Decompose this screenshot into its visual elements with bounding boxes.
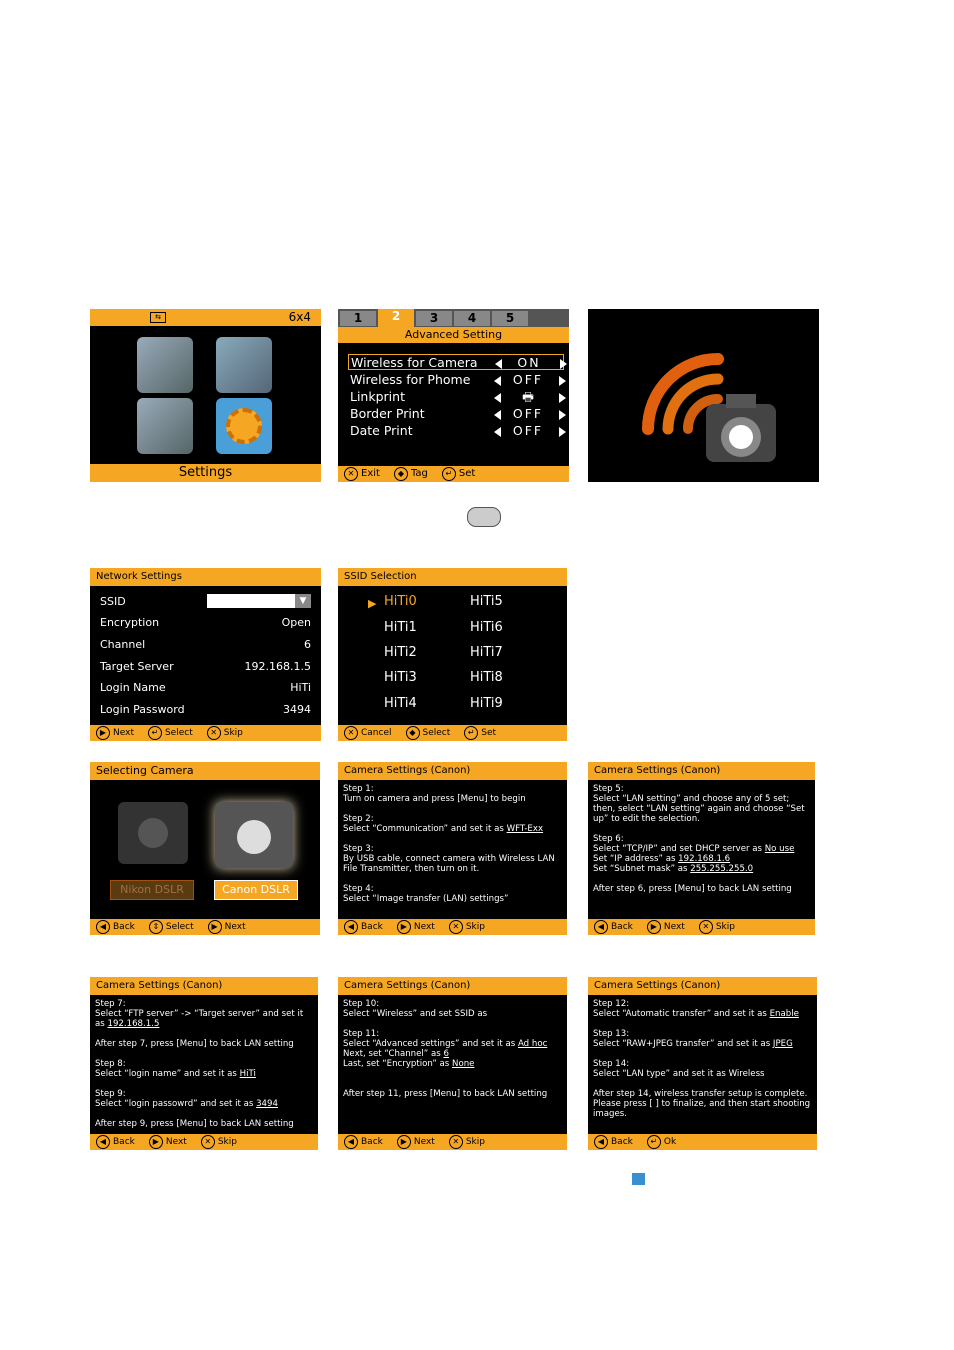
ssid-item[interactable]: HiTi5: [470, 594, 503, 609]
skip-button[interactable]: ✕ Skip: [449, 1134, 485, 1150]
row-label: Wireless for Phome: [350, 372, 471, 387]
skip-button[interactable]: ✕ Skip: [699, 919, 735, 935]
ssid-row[interactable]: [100, 592, 311, 610]
canon-settings-4-screen: [338, 977, 567, 1150]
chevron-down-icon: ▼: [295, 594, 311, 608]
exit-button[interactable]: ✕ Exit: [344, 466, 380, 482]
ssid-item[interactable]: HiTi6: [470, 620, 503, 635]
row-wireless-camera[interactable]: [348, 354, 564, 370]
left-arrow-icon[interactable]: [494, 427, 501, 437]
set-button[interactable]: ↵ Set: [442, 466, 475, 482]
tab-1[interactable]: 1: [340, 311, 376, 326]
network-header: Network Settings: [90, 568, 321, 586]
settings-label: Settings: [178, 465, 233, 480]
next-button[interactable]: ▶ Next: [397, 1134, 435, 1150]
wireless-camera-screen: [588, 309, 819, 482]
selecting-camera-screen: [90, 762, 320, 935]
ssid-item[interactable]: HiTi1: [384, 620, 417, 635]
canon-header: Camera Settings (Canon): [90, 977, 318, 995]
ssid-item[interactable]: HiTi8: [470, 670, 503, 685]
left-arrow-icon: ◀: [344, 920, 358, 934]
back-button[interactable]: ◀ Back: [594, 919, 633, 935]
cross-icon: ✕: [201, 1135, 215, 1149]
row-border-print[interactable]: [348, 406, 564, 422]
printer-icon: 🖶: [522, 389, 534, 404]
advanced-setting-screen: [338, 309, 569, 482]
next-button[interactable]: ▶ Next: [647, 919, 685, 935]
back-button[interactable]: ◀ Back: [594, 1134, 633, 1150]
steps-1-4: Step 1: Turn on camera and press [Menu] to begin Step 2: Select “Communication” and set it as WFT-Exx Step 3: By USB cable, connect camera with Wireless LAN File Transmitter, then turn on it. Step 4: Select “Image transfer (LAN) settings”: [343, 784, 555, 904]
left-arrow-icon: ◀: [594, 1135, 608, 1149]
select-button[interactable]: ◆ Select: [406, 725, 451, 741]
ssid-item[interactable]: HiTi7: [470, 645, 503, 660]
paper-size: 6x4: [288, 310, 311, 324]
cross-icon: ✕: [207, 726, 221, 740]
right-arrow-icon: ▶: [397, 920, 411, 934]
cross-icon: ✕: [344, 726, 358, 740]
canon-footer: [588, 919, 815, 935]
cross-icon: ✕: [449, 920, 463, 934]
dpad-icon: ◆: [394, 467, 408, 481]
canon-camera-icon[interactable]: [215, 802, 293, 868]
row-label: SSID: [100, 594, 126, 608]
row-linkprint[interactable]: [348, 389, 564, 405]
main-menu-footer: [90, 464, 321, 482]
enter-icon: ↵: [647, 1135, 661, 1149]
ssid-selection-screen: [338, 568, 567, 741]
ssid-item[interactable]: HiTi4: [384, 696, 417, 711]
settings-gear-icon[interactable]: [216, 398, 272, 454]
steps-10-11: Step 10: Select “Wireless” and set SSID as Step 11: Select “Advanced settings” and set it as Ad hoc Next, set “Channel” as 6 Last, set “Encryption” as None After step 11, press [Menu] to back LAN setting: [343, 999, 548, 1099]
right-arrow-icon: ▶: [647, 920, 661, 934]
right-arrow-icon[interactable]: [559, 427, 566, 437]
canon-dslr-button[interactable]: Canon DSLR: [214, 880, 298, 900]
steps-7-9: Step 7: Select “FTP server” -> “Target server” and set it as 192.168.1.5 After step 7, press [Menu] to back LAN setting Step 8: Select “login name” and set it as HiTi Step 9: Select “login passowrd” and set it as 3494 After step 9, press [Menu] to back LAN setting: [95, 999, 304, 1129]
right-arrow-icon: ▶: [208, 920, 222, 934]
selector-key-icon: [467, 507, 501, 527]
row-label: Border Print: [350, 406, 425, 421]
back-button[interactable]: ◀ Back: [344, 919, 383, 935]
left-arrow-icon[interactable]: [494, 410, 501, 420]
canon-footer: [338, 1134, 567, 1150]
nikon-dslr-button[interactable]: Nikon DSLR: [110, 880, 194, 900]
left-arrow-icon: ◀: [96, 920, 110, 934]
left-arrow-icon: ◀: [344, 1135, 358, 1149]
canon-header: Camera Settings (Canon): [338, 762, 567, 780]
tab-2[interactable]: 2: [378, 309, 414, 328]
selecting-footer: [90, 919, 320, 935]
canon-settings-5-screen: [588, 977, 817, 1150]
ssid-item[interactable]: HiTi0: [384, 594, 417, 609]
target-server-row[interactable]: Target Server 192.168.1.5: [100, 659, 311, 673]
network-settings-screen: [90, 568, 321, 741]
steps-12-14: Step 12: Select “Automatic transfer” and set it as Enable Step 13: Select “RAW+JPEG transfer” and set it as JPEG Step 14: Select “LAN type” and set it as Wireless After step 14, wireless transfer setup is complete. Please press [ ] to finalize, and then start shooting images.: [593, 999, 811, 1119]
ssid-item[interactable]: HiTi3: [384, 670, 417, 685]
canon-footer: [588, 1134, 817, 1150]
login-password-row[interactable]: Login Password 3494: [100, 702, 311, 716]
left-arrow-icon: ◀: [96, 1135, 110, 1149]
row-value: ON: [517, 355, 541, 370]
right-arrow-icon[interactable]: [559, 393, 566, 403]
usb-icon: ⇆: [150, 312, 166, 323]
back-button[interactable]: ◀ Back: [96, 1134, 135, 1150]
right-arrow-icon[interactable]: [559, 410, 566, 420]
next-button[interactable]: ▶ Next: [208, 919, 246, 935]
photo-print-icon[interactable]: [216, 337, 272, 393]
canon-settings-1-screen: [338, 762, 567, 935]
tag-button[interactable]: ◆ Tag: [394, 466, 428, 482]
ssid-item[interactable]: HiTi9: [470, 696, 503, 711]
row-label: Date Print: [350, 423, 413, 438]
row-value: OFF: [512, 372, 544, 387]
right-arrow-icon[interactable]: [560, 359, 567, 369]
selection-arrow-icon: ▶: [368, 597, 377, 610]
row-value: OFF: [512, 423, 544, 438]
back-button[interactable]: ◀ Back: [96, 919, 135, 935]
canon-header: Camera Settings (Canon): [588, 977, 817, 995]
right-arrow-icon: ▶: [96, 726, 110, 740]
cross-icon: ✕: [344, 467, 358, 481]
row-label: Linkprint: [350, 389, 405, 404]
set-button[interactable]: ↵ Set: [464, 725, 496, 741]
ok-button[interactable]: ↵ Ok: [647, 1134, 676, 1150]
next-button[interactable]: ▶ Next: [149, 1134, 187, 1150]
ssid-footer: [338, 725, 567, 741]
advanced-footer: [338, 466, 569, 482]
layout-print-icon[interactable]: [137, 398, 193, 454]
login-name-row[interactable]: Login Name HiTi: [100, 680, 311, 694]
main-menu-screen: [90, 309, 321, 482]
row-date-print[interactable]: [348, 423, 564, 439]
row-value: OFF: [512, 406, 544, 421]
left-arrow-icon[interactable]: [494, 376, 501, 386]
canon-settings-3-screen: [90, 977, 318, 1150]
network-footer: [90, 725, 321, 741]
tab-4[interactable]: 4: [454, 311, 490, 326]
skip-button[interactable]: ✕ Skip: [201, 1134, 237, 1150]
right-arrow-icon: ▶: [397, 1135, 411, 1149]
encryption-row[interactable]: Encryption Open: [100, 615, 311, 629]
advanced-title-bar: [338, 327, 569, 343]
tab-5[interactable]: 5: [492, 311, 528, 326]
cross-icon: ✕: [699, 920, 713, 934]
enter-icon: ↵: [148, 726, 162, 740]
ssid-item[interactable]: HiTi2: [384, 645, 417, 660]
enter-icon: ↵: [464, 726, 478, 740]
row-wireless-phone[interactable]: [348, 372, 564, 388]
tab-3[interactable]: 3: [416, 311, 452, 326]
dpad-icon: ◆: [406, 726, 420, 740]
channel-row[interactable]: Channel 6: [100, 637, 311, 651]
cancel-button[interactable]: ✕ Cancel: [344, 725, 392, 741]
skip-button[interactable]: ✕ Skip: [207, 725, 243, 741]
canon-header: Camera Settings (Canon): [338, 977, 567, 995]
right-arrow-icon: ▶: [149, 1135, 163, 1149]
skip-button[interactable]: ✕ Skip: [449, 919, 485, 935]
enter-icon: ↵: [442, 467, 456, 481]
select-button[interactable]: ⇕ Select: [149, 919, 194, 935]
left-arrow-icon[interactable]: [495, 359, 502, 369]
select-button[interactable]: ↵ Select: [148, 725, 193, 741]
advanced-title: Advanced Setting: [404, 328, 503, 341]
back-button[interactable]: ◀ Back: [344, 1134, 383, 1150]
main-menu-header: [90, 309, 321, 326]
canon-footer: [90, 1134, 318, 1150]
steps-5-6: Step 5: Select “LAN setting” and choose any of 5 set; then, select “LAN setting” again and choose “Set up” to edit the selection. Step 6: Select “TCP/IP” and set DHCP server as No use Set “IP address” as 192.168.1.6 Set “Subnet mask” as 255.255.255.0 After step 6, press [Menu] to back LAN setting: [593, 784, 805, 894]
row-label: Wireless for Camera: [351, 355, 478, 370]
left-arrow-icon: ◀: [594, 920, 608, 934]
ssid-header: SSID Selection: [338, 568, 567, 586]
nikon-camera-icon[interactable]: [118, 802, 188, 864]
right-arrow-icon[interactable]: [559, 376, 566, 386]
ssid-dropdown[interactable]: [207, 594, 311, 608]
canon-footer: [338, 919, 567, 935]
next-button[interactable]: ▶ Next: [96, 725, 134, 741]
wireless-signal-icon: [588, 309, 819, 482]
left-arrow-icon[interactable]: [494, 393, 501, 403]
updown-icon: ⇕: [149, 920, 163, 934]
next-button[interactable]: ▶ Next: [397, 919, 435, 935]
canon-header: Camera Settings (Canon): [588, 762, 815, 780]
canon-settings-2-screen: [588, 762, 815, 935]
selecting-header: Selecting Camera: [90, 762, 320, 780]
cross-icon: ✕: [449, 1135, 463, 1149]
signal-strength-icon: [632, 1173, 645, 1185]
slideshow-icon[interactable]: [137, 337, 193, 393]
